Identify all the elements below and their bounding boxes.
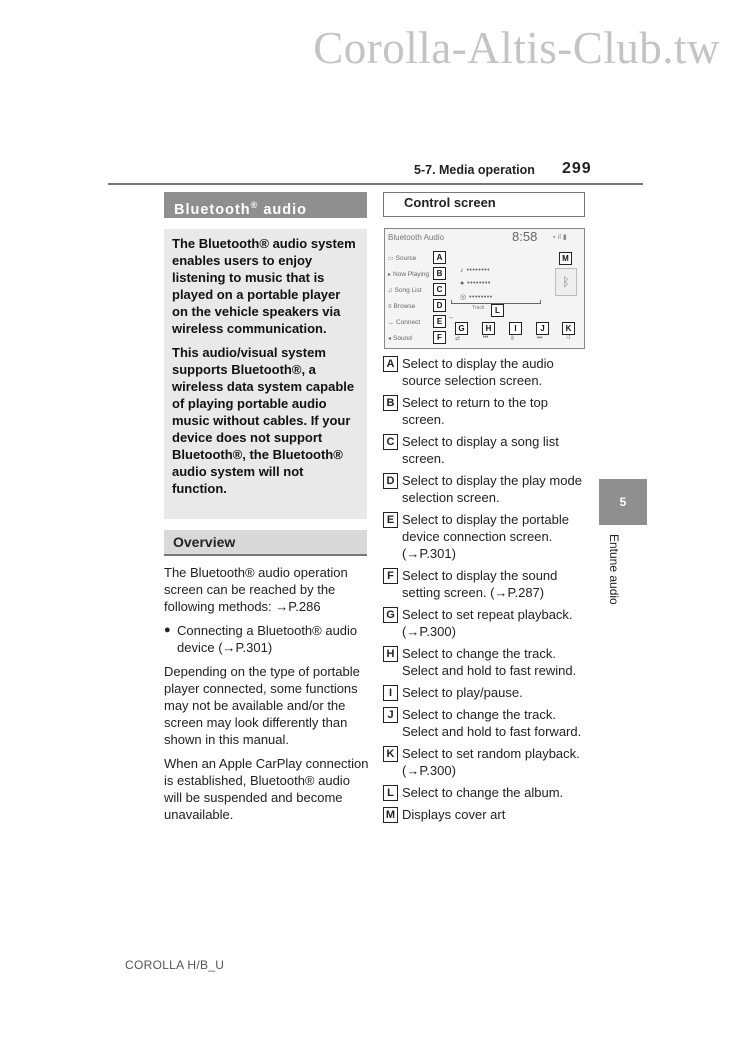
header-rule <box>108 183 643 185</box>
play-icon: ▸ <box>388 272 392 278</box>
signal-icon: ▪ ıl ▮ <box>553 234 567 241</box>
arrow-icon: → <box>447 314 454 321</box>
browse-icon: ≡ <box>388 304 392 310</box>
overview-heading: Overview <box>164 530 367 556</box>
legend-item-c: C Select to display a song list screen. <box>383 433 593 467</box>
control-screen-heading: Control screen <box>383 192 585 217</box>
legend-item-k: K Select to set random playback. (→P.300) <box>383 745 593 779</box>
list-icon: ♫ <box>388 288 393 294</box>
source-icon: ▭ <box>388 256 394 262</box>
callout-c: C <box>433 283 446 296</box>
bullet-text: Connecting a Bluetooth® audio device (→P.301) <box>177 623 358 655</box>
callout-legend <box>383 355 593 828</box>
prev-icon: ⏮ <box>483 335 489 341</box>
screen-menu-song-list: ♫ Song List <box>388 287 422 294</box>
watermark: Corolla-Altis-Club.tw <box>313 23 720 73</box>
page-number: 299 <box>562 160 592 177</box>
screen-menu-now-playing: ▸ Now Playing <box>388 271 430 278</box>
legend-item-b: B Select to return to the top screen. <box>383 394 593 428</box>
legend-item-j: J Select to change the track. Select and hold to fast forward. <box>383 706 593 740</box>
intro-paragraph-1: The Bluetooth® audio system enables users to enjoy listening to music that is played on a portable player on the vehicle speakers via wireless communication. <box>172 236 356 336</box>
screen-title: Bluetooth Audio <box>388 233 445 242</box>
bluetooth-audio-heading: Bluetooth® audio <box>164 192 367 218</box>
callout-g: G <box>455 322 468 335</box>
screen-menu-sound: ◂ Sound <box>388 335 412 342</box>
callout-k: K <box>562 322 575 335</box>
callout-a: A <box>433 251 446 264</box>
bullet-icon: ● <box>164 624 171 636</box>
control-screen-figure <box>384 228 585 349</box>
connect-icon: ↔ <box>388 320 394 326</box>
track-label: Track <box>472 305 485 311</box>
callout-f: F <box>433 331 446 344</box>
legend-item-h: H Select to change the track. Select and hold to fast rewind. <box>383 645 593 679</box>
bullet-item <box>164 622 369 656</box>
sound-icon: ◂ <box>388 336 392 342</box>
legend-item-l: L Select to change the album. <box>383 784 593 801</box>
legend-item-i: I Select to play/pause. <box>383 684 593 701</box>
screen-menu-connect: ↔ Connect <box>388 319 421 326</box>
next-icon: ⏭ <box>537 335 543 341</box>
callout-d: D <box>433 299 446 312</box>
callout-b: B <box>433 267 446 280</box>
chapter-tab: 5 <box>599 479 647 525</box>
legend-item-f: F Select to display the sound setting screen. (→P.287) <box>383 567 593 601</box>
callout-e: E <box>433 315 446 328</box>
legend-item-a: A Select to display the audio source selection screen. <box>383 355 593 389</box>
intro-paragraph-2: This audio/visual system supports Bluetooth®, a wireless data system capable of playing portable audio music without cables. If your device does not support Bluetooth®, the Bluetooth® audio system will not function. <box>172 345 355 496</box>
legend-item-g: G Select to set repeat playback. (→P.300) <box>383 606 593 640</box>
screen-menu-source: ▭ Source <box>388 255 417 262</box>
repeat-icon: ⇄ <box>455 336 461 342</box>
footer: COROLLA H/B_U <box>125 958 225 972</box>
song-artist-line: ● •••••••• <box>460 280 491 287</box>
bluetooth-icon: ᛒ <box>555 268 577 296</box>
song-album-line: ◎ •••••••• <box>460 294 493 301</box>
callout-i: I <box>509 322 522 335</box>
callout-m: M <box>559 252 572 265</box>
section-title: 5-7. Media operation <box>414 163 535 177</box>
overview-body <box>164 564 369 830</box>
callout-h: H <box>482 322 495 335</box>
chapter-label: Entune audio <box>607 534 621 605</box>
overview-paragraph-2: Depending on the type of portable player connected, some functions may not be available and/or the screen may look differently than shown in this manual. <box>164 664 360 747</box>
screen-time: 8:58 <box>512 229 538 244</box>
shuffle-icon: ⤨ <box>565 335 570 341</box>
song-title-line: ♪ •••••••• <box>460 267 491 274</box>
legend-item-e: E Select to display the portable device connection screen. (→P.301) <box>383 511 593 562</box>
pause-icon: Ⅱ <box>511 336 514 342</box>
legend-item-d: D Select to display the play mode selection screen. <box>383 472 593 506</box>
callout-l: L <box>491 304 504 317</box>
overview-paragraph-3: When an Apple CarPlay connection is established, Bluetooth® audio will be suspended and become unavailable. <box>164 756 369 822</box>
callout-j: J <box>536 322 549 335</box>
overview-paragraph-1: The Bluetooth® audio operation screen can be reached by the following methods: →P.286 <box>164 565 348 614</box>
screen-menu-browse: ≡ Browse <box>388 303 416 310</box>
intro-box <box>164 229 367 519</box>
legend-item-m: M Displays cover art <box>383 806 593 823</box>
